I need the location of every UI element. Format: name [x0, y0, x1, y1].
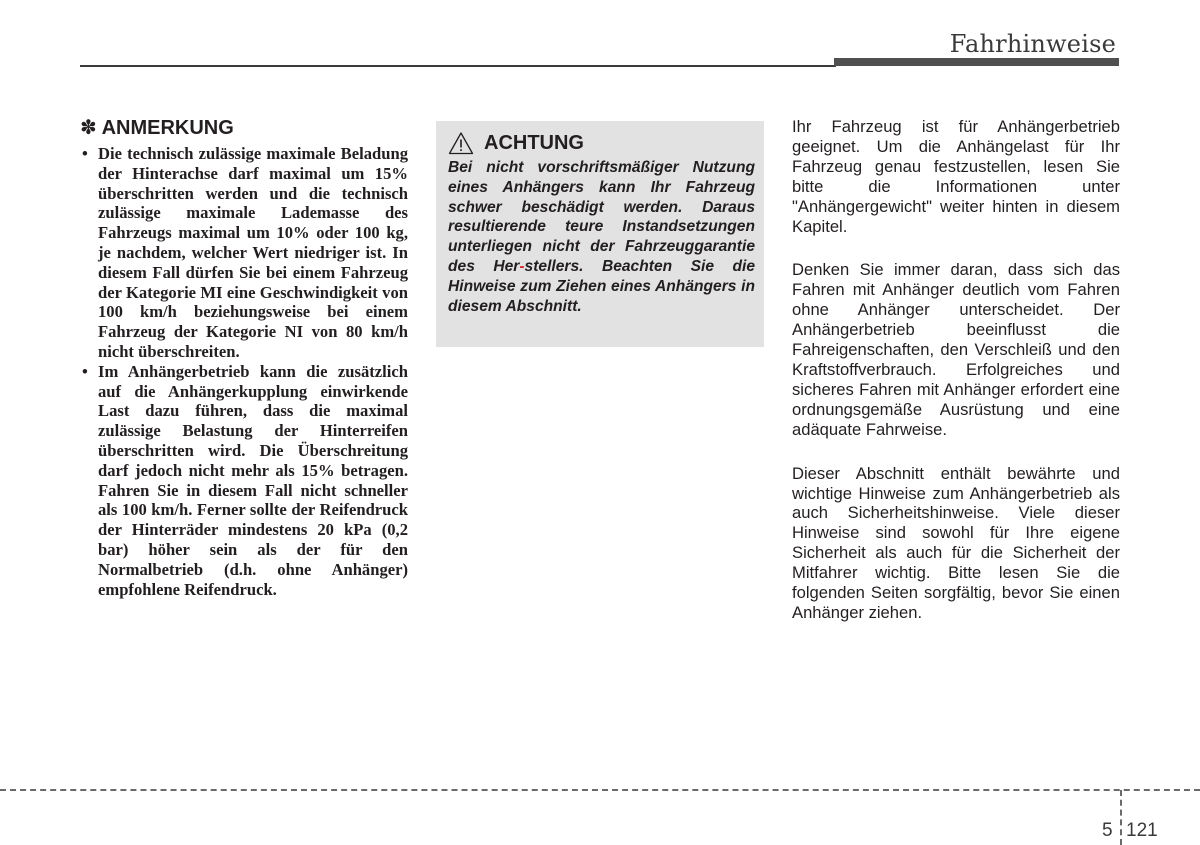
header-rule-accent — [834, 58, 1119, 66]
warning-header — [448, 129, 755, 157]
warning-box — [436, 121, 764, 347]
body-section — [792, 117, 1120, 647]
note-list — [80, 144, 408, 599]
bullet-icon: • — [82, 361, 88, 381]
section-title: Fahrhinweise — [949, 30, 1116, 58]
warning-triangle-icon — [448, 131, 474, 155]
warning-title: ACHTUNG — [484, 132, 584, 154]
page-number: 121 — [1126, 820, 1158, 841]
footer-divider — [1120, 790, 1122, 845]
note-item-text: Im Anhängerbetrieb kann die zusätzlich auf die Anhängerkupplung einwirkende Last dazu führen, dass die maximal zulässige Belastung der Hinterreifen überschritten wird. Die Überschreitung darf jedoch nicht mehr als 15% betragen. Fahren Sie in diesem Fall nicht schneller als 100 km/h. Ferner sollte der Reifendruck der Hinterräder mindestens 20 kPa (0,2 bar) höher sein als der für den Normalbetrieb (d.h. ohne Anhänger) empfohlene Reifendruck. — [98, 361, 408, 599]
note-symbol-icon: ✽ — [80, 117, 97, 139]
warning-hyphen: - — [519, 257, 525, 275]
note-section — [80, 116, 408, 599]
body-paragraph: Dieser Abschnitt enthält bewährte und wichtige Hinweise zum Anhängerbetrieb als auch Sicherheitshinweise. Viele dieser Hinweise sind sowohl für Ihre eigene Sicherheit als auch für die Sicherheit der Mitfahrer wichtig. Bitte lesen Sie die folgenden Seiten sorgfältig, bevor Sie einen Anhänger ziehen. — [792, 463, 1120, 622]
bullet-icon: • — [82, 144, 88, 163]
body-paragraph: Ihr Fahrzeug ist für Anhängerbetrieb geeignet. Um die Anhängelast für Ihr Fahrzeug genau festzustellen, lesen Sie bitte die Informationen unter "Anhängergewicht" weiter hinten in diesem Kapitel. — [792, 117, 1120, 236]
note-item — [80, 144, 408, 362]
chapter-number: 5 — [1102, 820, 1113, 841]
note-title — [80, 116, 408, 140]
warning-text — [448, 158, 755, 316]
note-item — [80, 362, 408, 600]
note-item-text: Die technisch zulässige maximale Beladung der Hinterachse darf maximal um 15% überschritten werden und die technisch zulässige maximale Lademasse des Fahrzeugs maximal um 10% oder 100 kg, je nachdem, welcher Wert niedriger ist. In diesem Fall dürfen Sie bei einem Fahrzeug der Kategorie MI eine Geschwindigkeit von 100 km/h beziehungsweise bei einem Fahrzeug der Kategorie NI von 80 km/h nicht überschreiten. — [98, 144, 408, 361]
footer-rule — [0, 789, 1200, 791]
note-title-text: ANMERKUNG — [101, 117, 234, 139]
warning-text-part2: stellers. Beachten Sie die Hinweise zum Ziehen eines Anhängers in diesem Abschnitt. — [448, 257, 755, 315]
body-paragraph: Denken Sie immer daran, dass sich das Fahren mit Anhänger deutlich vom Fahren ohne Anhänger unterscheidet. Der Anhängerbetrieb beeinflusst die Fahreigenschaften, den Verschleiß und den Kraftstoffverbrauch. Erfolgreiches und sicheres Fahren mit Anhänger erfordert eine ordnungsgemäße Ausrüstung und eine adäquate Fahrweise. — [792, 260, 1120, 439]
header-rule — [80, 65, 836, 67]
warning-text-part1: Bei nicht vorschriftsmäßiger Nutzung eines Anhängers kann Ihr Fahrzeug schwer beschädigt werden. Daraus resultierende teure Instandsetzungen unterliegen nicht der Fahrzeuggarantie des Her — [448, 159, 755, 275]
